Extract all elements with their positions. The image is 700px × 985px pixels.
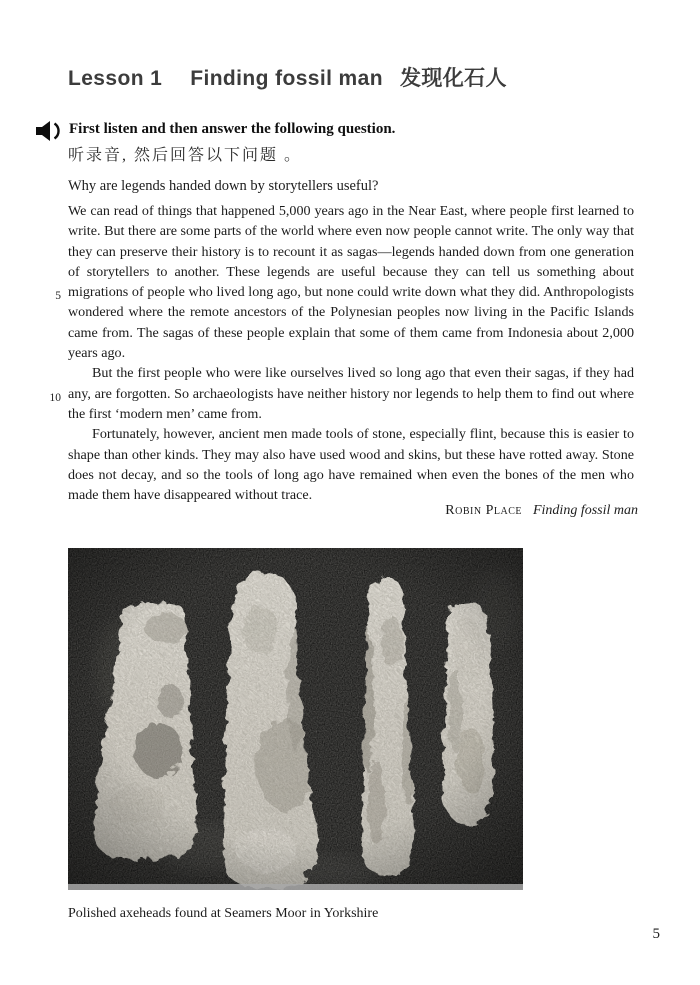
lesson-number: Lesson 1 bbox=[68, 67, 163, 90]
attribution-work-title: Finding fossil man bbox=[532, 503, 638, 518]
reading-passage bbox=[49, 201, 634, 505]
passage-paragraph-2: But the first people who were like ourselves lived so long ago that even their sagas, if they had any, are forgotten. So archaeologists have neither history nor legends to help them to find out where the first ‘modern men’ came from. bbox=[68, 365, 634, 422]
passage-paragraph-3: Fortunately, however, ancient men made tools of stone, especially flint, because this is easier to shape than other kinds. They may also have used wood and skins, but these have rotted away. Stone does not decay, and so the tools of long ago have remained when even the bones of the men who made them have disappeared without trace. bbox=[68, 426, 634, 504]
listening-instruction-row bbox=[35, 119, 635, 142]
listening-question: Why are legends handed down by storytellers useful? bbox=[68, 178, 379, 194]
source-attribution bbox=[68, 503, 638, 519]
lesson-title-zh: 发现化石人 bbox=[399, 67, 507, 90]
listening-instruction-zh: 听录音, 然后回答以下问题 。 bbox=[68, 147, 303, 164]
attribution-author: Robin Place bbox=[445, 503, 522, 518]
page-number: 5 bbox=[652, 926, 660, 942]
figure-caption: Polished axeheads found at Seamers Moor in Yorkshire bbox=[68, 906, 379, 921]
listening-instruction-en: First listen and then answer the following question. bbox=[69, 121, 396, 137]
speaker-icon bbox=[35, 120, 62, 142]
axeheads-photo bbox=[68, 548, 523, 890]
line-number-10: 10 bbox=[49, 392, 61, 404]
line-number-5: 5 bbox=[55, 290, 61, 302]
passage-paragraph-1: We can read of things that happened 5,000 years ago in the Near East, where people first learned to write. But there are some parts of the world where even now people cannot write. The only way that they can preserve their history is to recount it as sagas—legends handed down from one generation of storytellers to another. These legends are useful because they can tell us something about migrations of people who lived long ago, but none could write down what they did. Anthropologists wondered where the remote ancestors of the Polynesian peoples now living in the Pacific Islands came from. The sagas of these people explain that some of them came from Indonesia about 2,000 years ago. bbox=[68, 203, 634, 362]
lesson-heading bbox=[68, 62, 507, 92]
lesson-title-en: Finding fossil man bbox=[190, 67, 383, 90]
